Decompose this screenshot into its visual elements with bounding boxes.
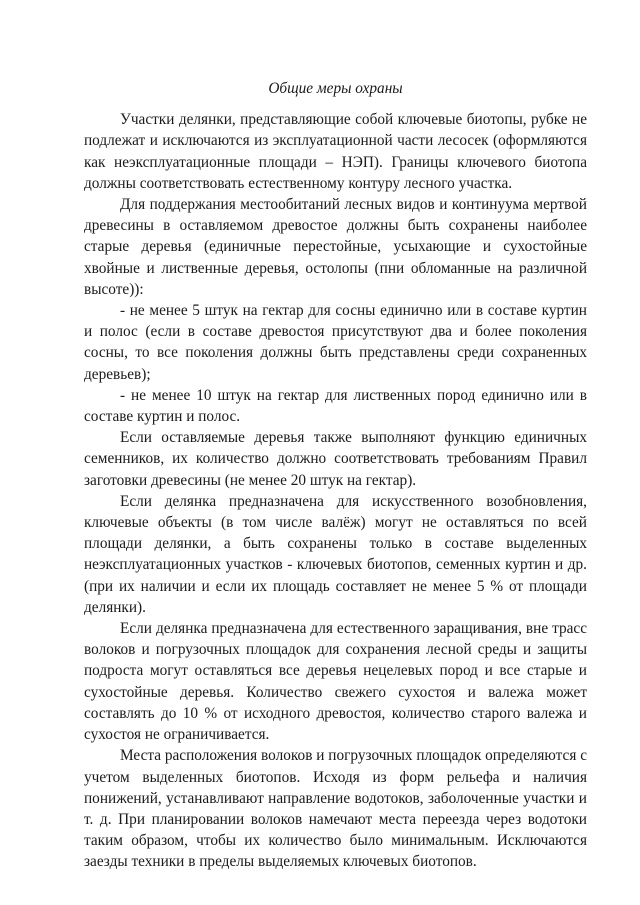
paragraph-natural-regeneration: Если делянка предназначена для естественного заращивания, вне трасс волоков и погрузочных площадок для сохранения лесной среды и защиты подроста могут оставляться все деревья нецелевых пород и все старые и сухостойные деревья. Количество свежего сухостоя и валежа может составлять до 10 % от исходного древостоя, количество старого валежа и сухостоя не ограничивается. <box>84 620 587 744</box>
page-title: Общие меры охраны <box>268 80 403 97</box>
paragraph-key-biotopes: Участки делянки, представляющие собой ключевые биотопы, рубке не подлежат и исключаются из эксплуатационной части лесосек (оформляются как неэксплуатационные площади – НЭП). Границы ключевого биотопа должны соответствовать естественному контуру лесного участка. <box>84 111 587 192</box>
document-page <box>84 78 587 873</box>
paragraph-skid-trails: Места расположения волоков и погрузочных площадок определяются с учетом выделенных биотопов. Исходя из форм рельефа и наличия понижений, устанавливают направление водотоков, заболоченные участки и т. д. При планировании волоков намечают места переезда через водотоки таким образом, чтобы их количество было минимальным. Исключаются заезды техники в пределы выделяемых ключевых биотопов. <box>84 747 587 871</box>
paragraph-dead-wood: Для поддержания местообитаний лесных видов и континуума мертвой древесины в оставляемом древостое должны быть сохранены наиболее старые деревья (единичные перестойные, усыхающие и сухостойные хвойные и лиственные деревья, остолопы (пни обломанные на различной высоте)): <box>84 196 587 298</box>
paragraph-deciduous-requirement: - не менее 10 штук на гектар для лиственных пород единично или в составе куртин и полос. <box>84 386 587 426</box>
paragraph-pine-requirement: - не менее 5 штук на гектар для сосны единично или в составе куртин и полос (если в составе древостоя присутствуют два и более поколения сосны, то все поколения должны быть представлены среди сохраненных деревьев); <box>84 302 587 383</box>
paragraph-seed-trees: Если оставляемые деревья также выполняют функцию единичных семенников, их количество должно соответствовать требованиям Правил заготовки древесины (не менее 20 штук на гектар). <box>84 429 587 489</box>
paragraph-artificial-regeneration: Если делянка предназначена для искусственного возобновления, ключевые объекты (в том числе валёж) могут не оставляться по всей площади делянки, а быть сохранены только в составе выделенных неэксплуатационных участков - ключевых биотопов, семенных куртин и др. (при их наличии и если их площадь составляет не менее 5 % от площади делянки). <box>84 492 587 616</box>
